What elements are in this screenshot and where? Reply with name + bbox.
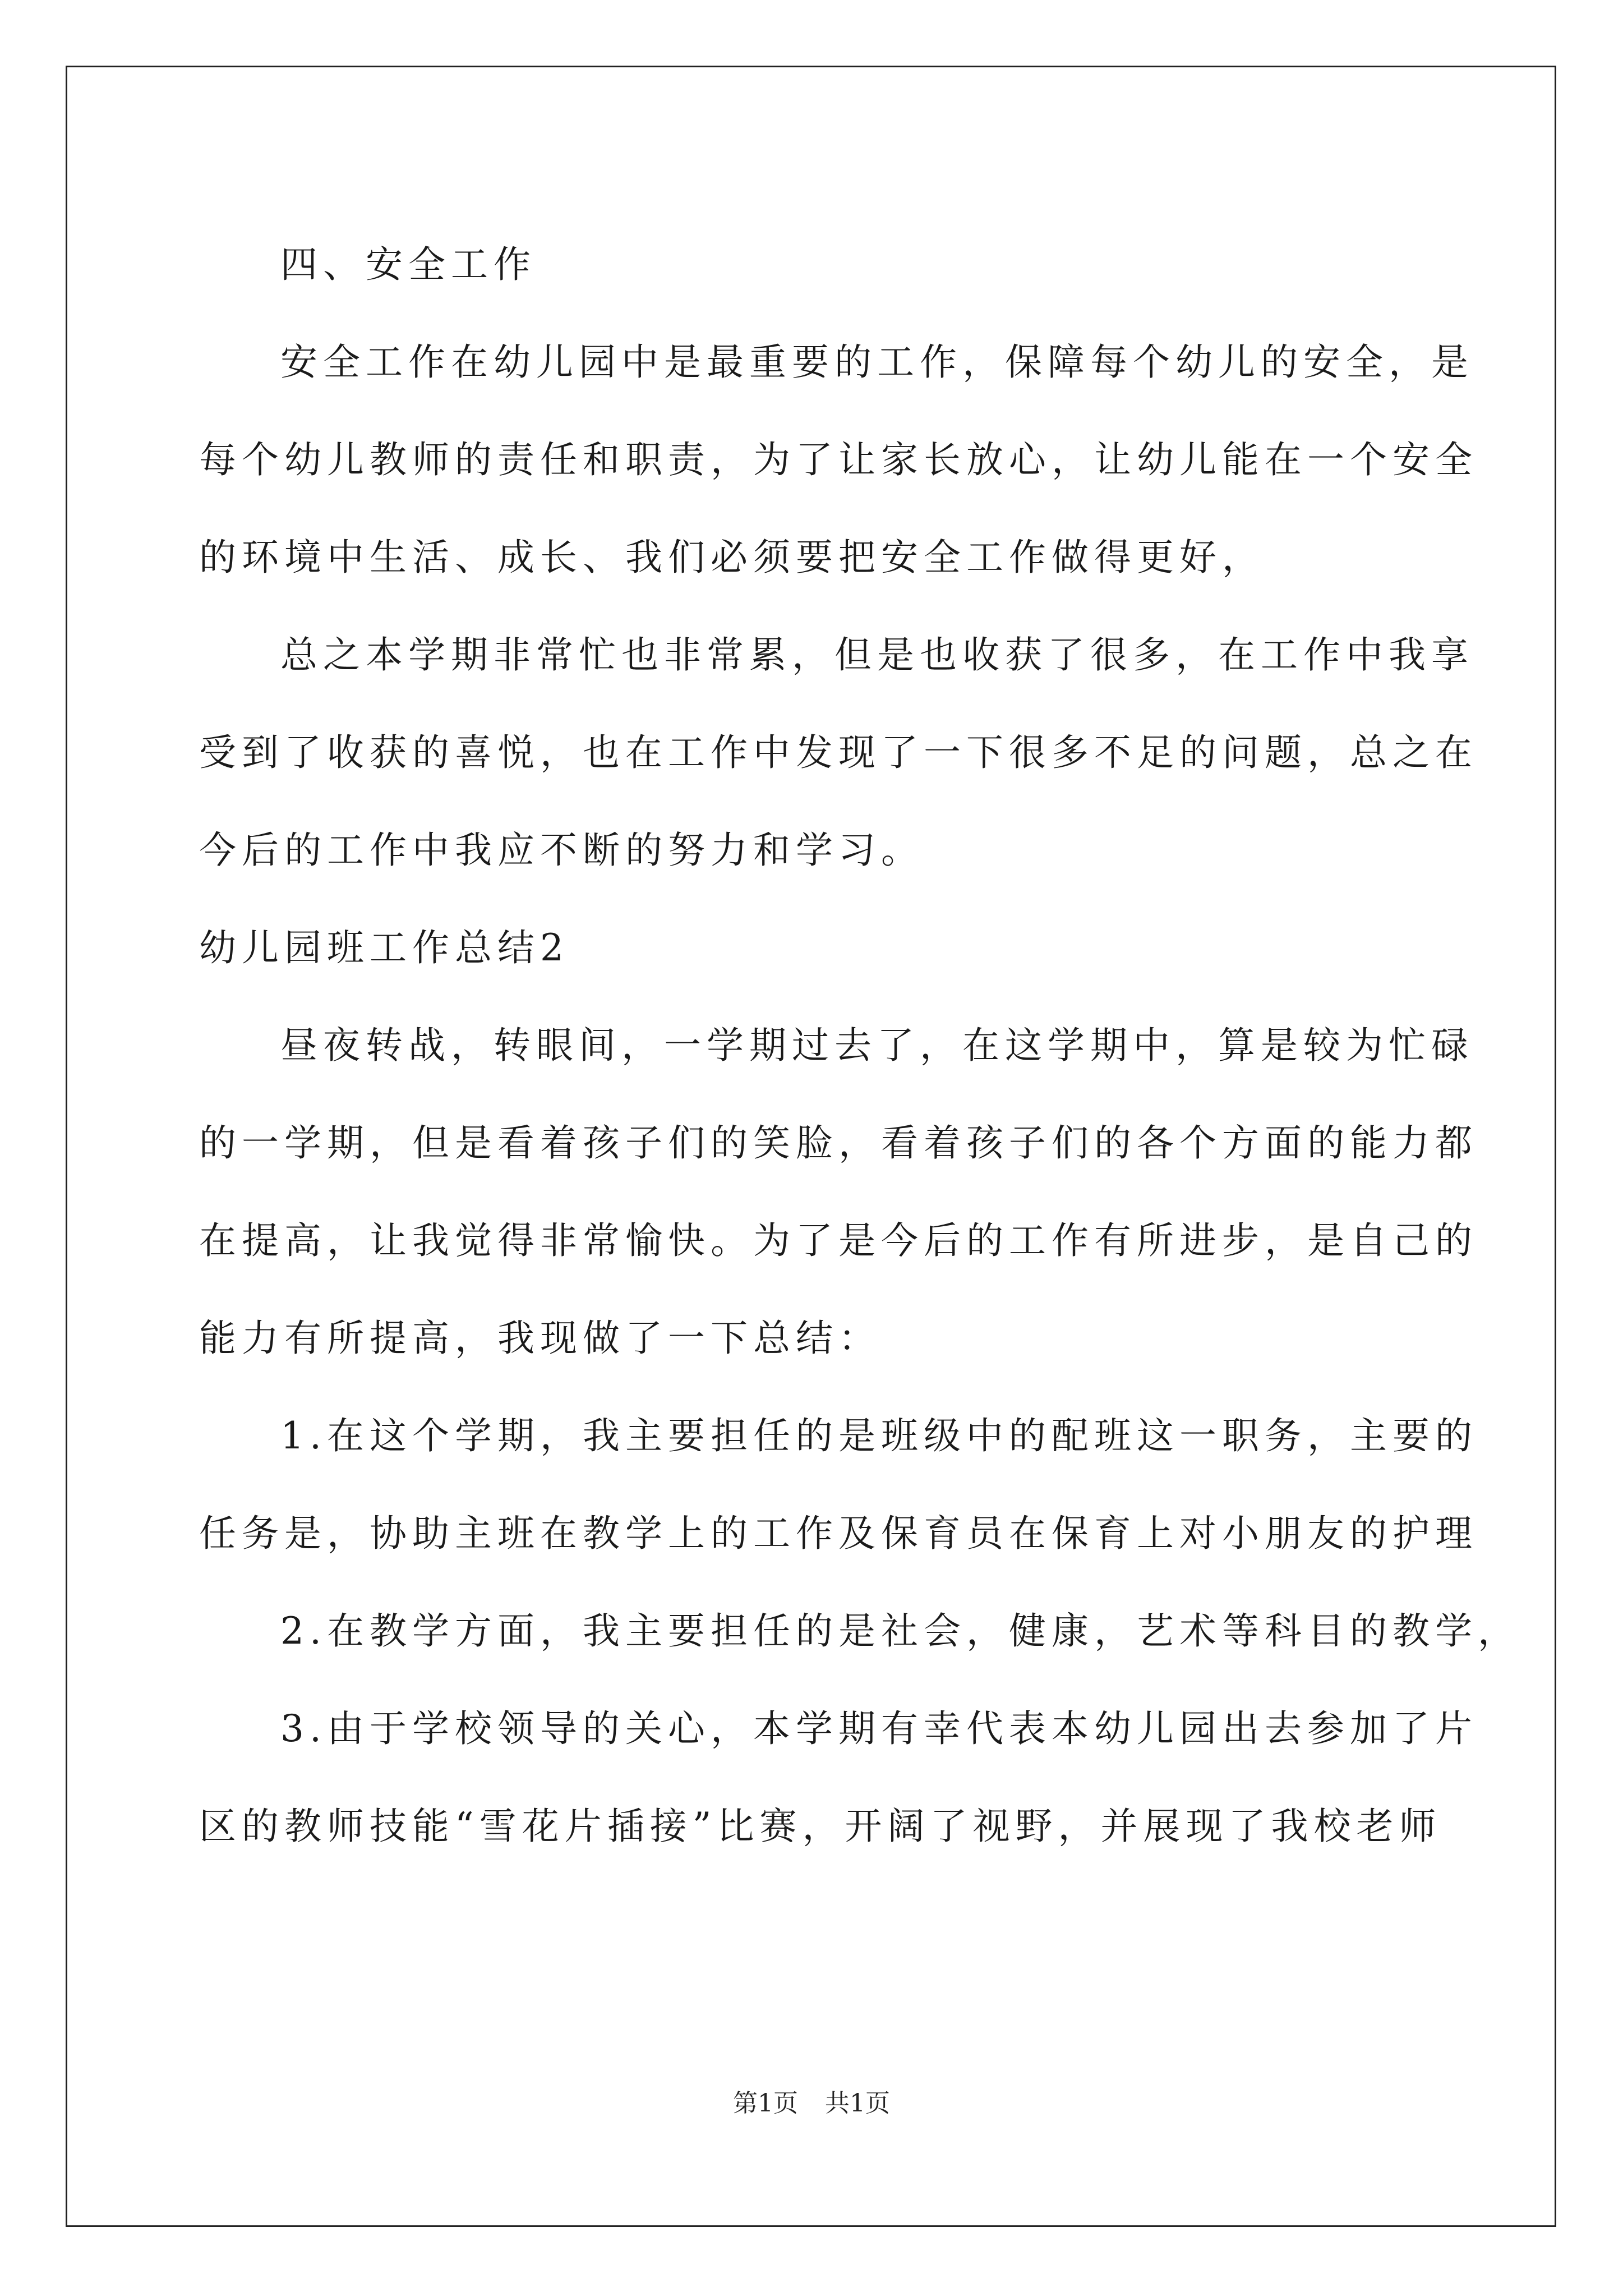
paragraph-line: 区的教师技能“雪花片插接”比赛，开阔了视野，并展现了我校老师: [199, 1805, 1442, 1848]
paragraph-line: 每个幼儿教师的责任和职责，为了让家长放心，让幼儿能在一个安全: [199, 438, 1478, 481]
page-footer: [0, 2087, 1623, 2120]
list-item-1: 1.在这个学期，我主要担任的是班级中的配班这一职务，主要的: [280, 1414, 1478, 1457]
section-title-summary-2: 幼儿园班工作总结2: [199, 926, 569, 969]
paragraph-line: 安全工作在幼儿园中是最重要的工作，保障每个幼儿的安全，是: [280, 341, 1474, 384]
paragraph-line: 任务是，协助主班在教学上的工作及保育员在保育上对小朋友的护理: [199, 1512, 1478, 1555]
paragraph-line: 受到了收获的喜悦，也在工作中发现了一下很多不足的问题，总之在: [199, 731, 1478, 774]
section-heading-safety: 四、安全工作: [280, 243, 536, 286]
paragraph-line: 能力有所提高，我现做了一下总结：: [199, 1317, 881, 1360]
document-body: [199, 216, 1520, 1875]
page-total: 共1页: [825, 2089, 890, 2118]
paragraph-line: 今后的工作中我应不断的努力和学习。: [199, 829, 924, 872]
list-item-3: 3.由于学校领导的关心，本学期有幸代表本幼儿园出去参加了片: [280, 1707, 1478, 1750]
paragraph-line: 的一学期，但是看着孩子们的笑脸，看着孩子们的各个方面的能力都: [199, 1121, 1478, 1165]
paragraph-line: 在提高，让我觉得非常愉快。为了是今后的工作有所进步，是自己的: [199, 1219, 1478, 1262]
paragraph-line: 总之本学期非常忙也非常累，但是也收获了很多，在工作中我享: [280, 633, 1474, 677]
paragraph-line: 的环境中生活、成长、我们必须要把安全工作做得更好，: [199, 536, 1265, 579]
list-item-2: 2.在教学方面，我主要担任的是社会，健康，艺术等科目的教学，: [280, 1609, 1520, 1653]
page-number: 第1页: [733, 2089, 798, 2118]
paragraph-line: 昼夜转战，转眼间，一学期过去了，在这学期中，算是较为忙碌: [280, 1024, 1474, 1067]
